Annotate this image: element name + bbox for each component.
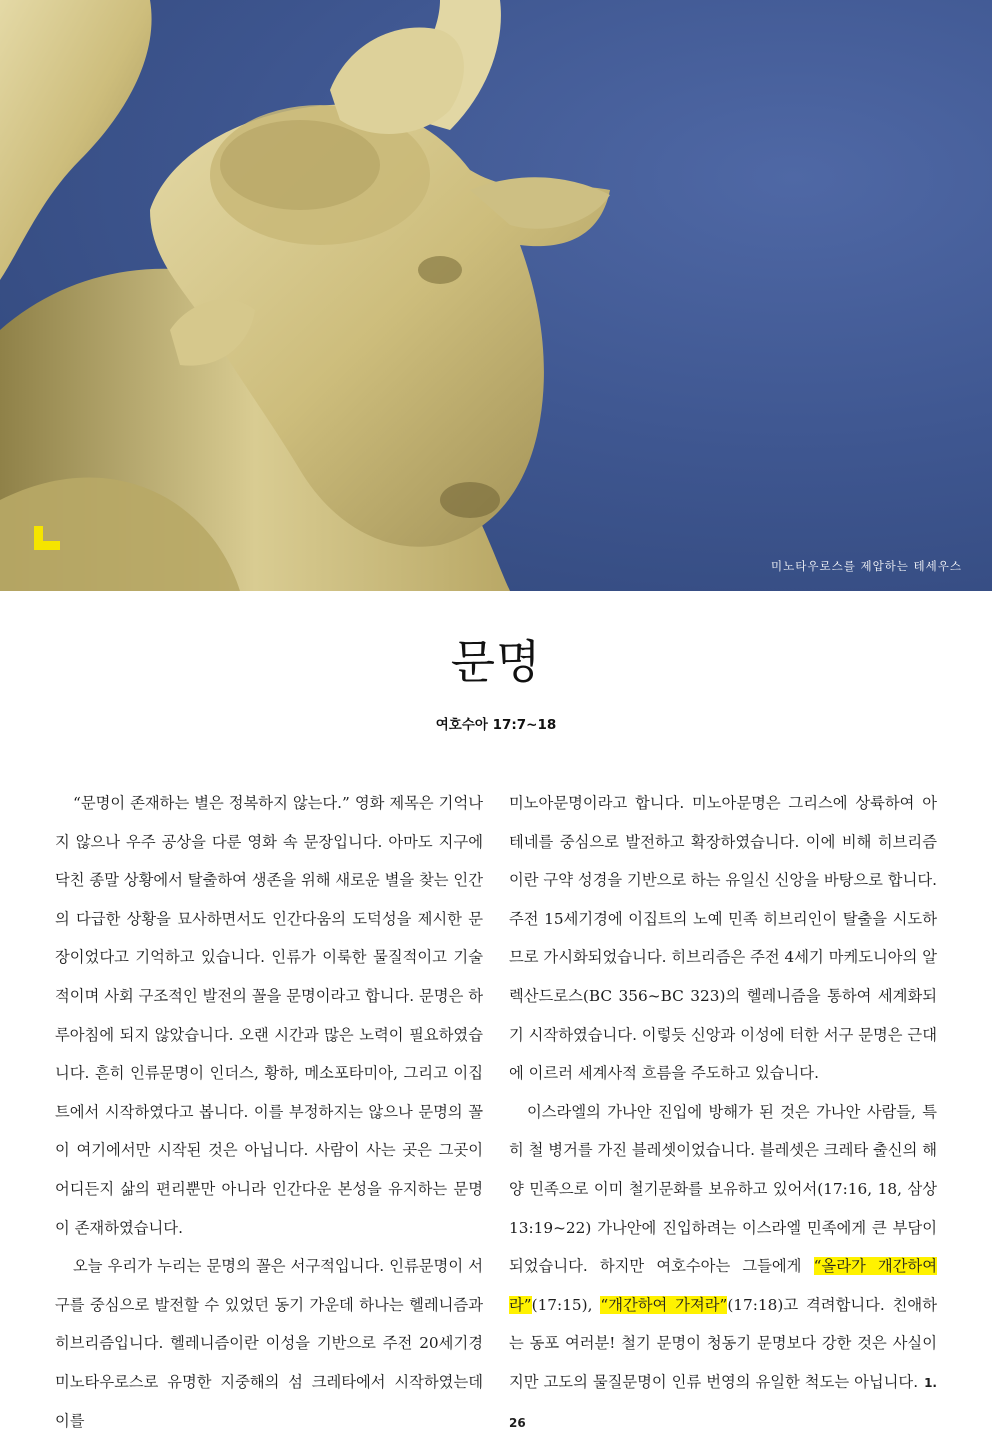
hero-photo	[0, 0, 992, 591]
photo-caption: 미노타우로스를 제압하는 테세우스	[771, 559, 962, 573]
text-segment: 이스라엘의 가나안 진입에 방해가 된 것은 가나안 사람들, 특히 철 병거를 가진 블레셋이었습니다. 블레셋은 크레타 출신의 해양 민족으로 이미 철기문화를 보유하고 있어서(17:16, 18, 삼상 13:19~22) 가나안에 진입하려는 이스라엘 민족에게 큰 부담이 되었습니다. 하지만 여호수아는 그들에게	[509, 1102, 937, 1276]
highlighted-quote: “개간하여 가져라”	[600, 1295, 728, 1314]
left-column	[55, 784, 483, 1440]
paragraph: 오늘 우리가 누리는 문명의 꼴은 서구적입니다. 인류문명이 서구를 중심으로 발전할 수 있었던 동기 가운데 하나는 헬레니즘과 히브리즘입니다. 헬레니즘이란 이성을 기반으로 주전 20세기경 미노타우로스로 유명한 지중해의 섬 크레타에서 시작하였는데 이를	[55, 1257, 483, 1430]
page-title: 문명	[450, 635, 542, 689]
text-segment: (17:15),	[531, 1295, 601, 1314]
paragraph: “문명이 존재하는 별은 정복하지 않는다.” 영화 제목은 기억나지 않으나 우주 공상을 다룬 영화 속 문장입니다. 아마도 지구에 닥친 종말 상황에서 탈출하여 생존을 위해 새로운 별을 찾는 인간의 다급한 상황을 묘사하면서도 인간다움의 도덕성을 제시한 문장이었다고 기억하고 있습니다. 인류가 이룩한 물질적이고 기술적이며 사회 구조적인 발전의 꼴을 문명이라고 합니다. 문명은 하루아침에 되지 않았습니다. 오랜 시간과 많은 노력이 필요하였습니다. 흔히 인류문명이 인더스, 황하, 메소포타미아, 그리고 이집트에서 시작하였다고 봅니다. 이를 부정하지는 않으나 문명의 꼴이 여기에서만 시작된 것은 아닙니다. 사람이 사는 곳은 그곳이 어디든지 삶의 편리뿐만 아니라 인간다운 본성을 유지하는 문명이 존재하였습니다.	[55, 794, 483, 1237]
scripture-reference: 여호수아 17:7~18	[435, 717, 557, 733]
statue-illustration	[0, 0, 992, 591]
paragraph	[509, 1093, 937, 1442]
page-number: 1. 26	[509, 1375, 937, 1430]
corner-mark-icon	[34, 526, 60, 550]
paragraph: 미노아문명이라고 합니다. 미노아문명은 그리스에 상륙하여 아테네를 중심으로 발전하고 확장하였습니다. 이에 비해 히브리즘이란 구약 성경을 기반으로 하는 유일신 신앙을 바탕으로 합니다. 주전 15세기경에 이집트의 노예 민족 히브리인이 탈출을 시도하므로 가시화되었습니다. 히브리즘은 주전 4세기 마케도니아의 알렉산드로스(BC 356~BC 323)의 헬레니즘을 통하여 세계화되기 시작하였습니다. 이렇듯 신앙과 이성에 터한 서구 문명은 근대에 이르러 세계사적 흐름을 주도하고 있습니다.	[509, 794, 937, 1083]
highlighted-quote: “올라가 개간하여라”	[509, 1257, 937, 1314]
text-segment: (17:18)고 격려합니다. 친애하는 동포 여러분! 철기 문명이 청동기 문명보다 강한 것은 사실이지만 고도의 물질문명이 인류 번영의 유일한 척도는 아닙니다.	[509, 1295, 937, 1391]
right-column	[509, 784, 937, 1442]
